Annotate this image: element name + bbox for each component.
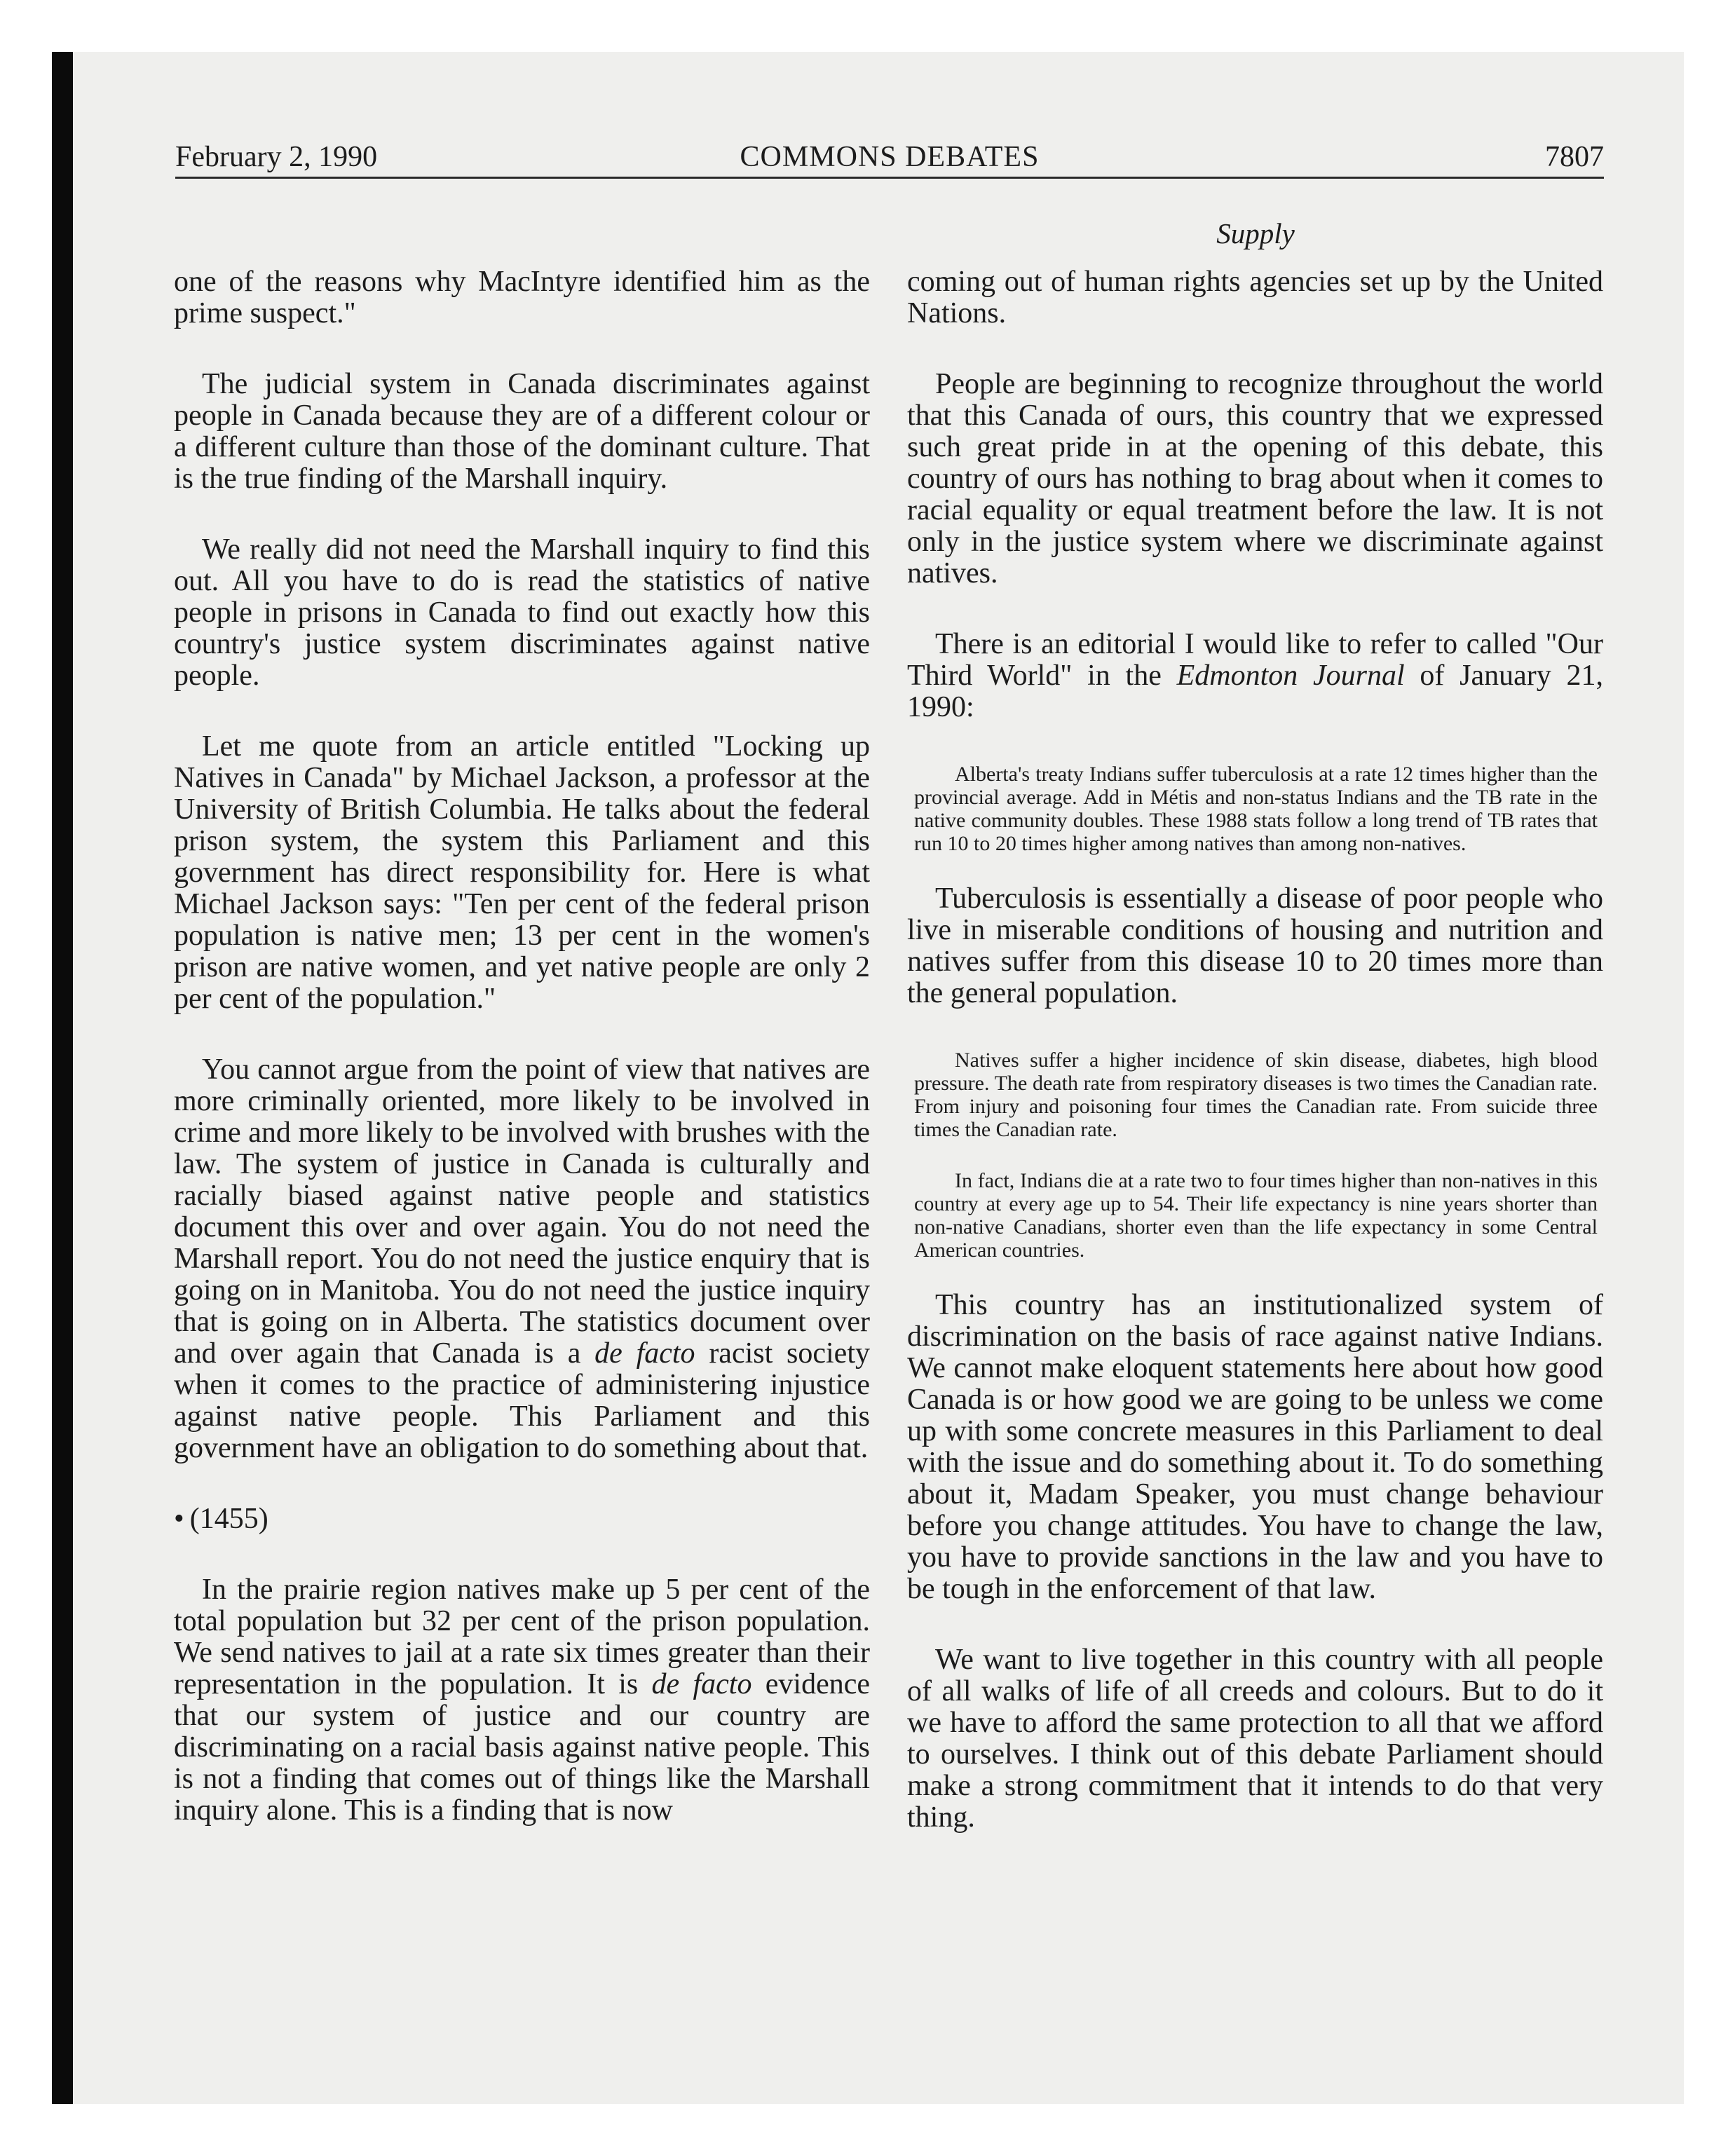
italic-phrase: de facto — [594, 1337, 695, 1370]
body-paragraph: People are beginning to recognize throughout the world that this Canada of ours, this country that we expressed such great pride in at the opening of this debate, this country of ours has nothing to brag about when it comes to racial equality or equal treatment before the law. It is not only in the justice system where we discriminate against natives. — [907, 368, 1603, 589]
right-column — [907, 266, 1603, 1873]
paragraph-text: You cannot argue from the point of view that natives are more criminally oriented, more likely to be involved in crime and more likely to be involved with brushes with the law. The system of justice in Canada is culturally and racially biased against native people and statistics document this over and over again. You do not need the Marshall report. You do not need the justice enquiry that is going on in Manitoba. You do not need the justice inquiry that is going on in Alberta. The statistics document over and over again that Canada is a — [174, 1053, 870, 1370]
body-paragraph: one of the reasons why MacIntyre identified him as the prime suspect." — [174, 266, 870, 329]
body-paragraph: We really did not need the Marshall inquiry to find this out. All you have to do is read the statistics of native people in prisons in Canada to find out exactly how this country's justice system discriminates against native people. — [174, 533, 870, 692]
left-column — [174, 266, 870, 1866]
scan-binding-edge — [52, 52, 73, 2104]
quoted-excerpt: Natives suffer a higher incidence of skin disease, diabetes, high blood pressure. The death rate from respiratory diseases is two times the Canadian rate. From injury and poisoning four times the Canadian rate. From suicide three times the Canadian rate. — [914, 1049, 1598, 1141]
paragraph-text: In the prairie region natives make up 5 per cent of the total population but 32 per cent of the prison population. We send natives to jail at a rate six times greater than their representation in the population. It is — [174, 1574, 870, 1700]
body-paragraph: This country has an institutionalized system of discrimination on the basis of race against native Indians. We cannot make eloquent statements here about how good Canada is or how good we are going to be unless we come up with some concrete measures in this Parliament to deal with the issue and do something about it. To do something about it, Madam Speaker, you must change behaviour before you change attitudes. You have to change the law, you have to provide sanctions in the law and you have to be tough in the enforcement of that law. — [907, 1289, 1603, 1605]
italic-phrase: de facto — [651, 1668, 752, 1700]
italic-phrase: Edmonton Journal — [1176, 660, 1405, 692]
body-paragraph: We want to live together in this country with all people of all walks of life of all creeds and colours. But to do it we have to afford the same protection to all that we afford to ourselves. I think out of this debate Parliament should make a strong commitment that it intends to do that very thing. — [907, 1644, 1603, 1834]
header-date: February 2, 1990 — [175, 141, 378, 173]
publication-title: COMMONS DEBATES — [740, 141, 1040, 173]
section-heading: Supply — [1216, 217, 1295, 250]
body-paragraph — [174, 1574, 870, 1827]
body-paragraph: Tuberculosis is essentially a disease of poor people who live in miserable conditions of housing and nutrition and natives suffer from this disease 10 to 20 times more than the general population. — [907, 882, 1603, 1009]
paragraph-text: evidence that our system of justice and our country are discriminating on a racial basis against native people. This is not a finding that comes out of things like the Marshall inquiry alone. This is a finding that is now — [174, 1668, 870, 1827]
quoted-excerpt: Alberta's treaty Indians suffer tuberculosis at a rate 12 times higher than the provincial average. Add in Métis and non-status Indians and the TB rate in the native community doubles. These 1988 stats follow a long trend of TB rates that run 10 to 20 times higher among natives than among non-natives. — [914, 763, 1598, 855]
body-paragraph — [174, 1054, 870, 1464]
time-marker-text: (1455) — [189, 1503, 268, 1535]
body-paragraph: Let me quote from an article entitled "Locking up Natives in Canada" by Michael Jackson, a professor at the University of British Columbia. He talks about the federal prison system, the system this Parliament and this government has direct responsibility for. Here is what Michael Jackson says: "Ten per cent of the federal prison population is native men; 13 per cent in the women's prison are native women, and yet native people are only 2 per cent of the population." — [174, 730, 870, 1015]
bullet-icon: • — [174, 1503, 184, 1535]
quoted-excerpt: In fact, Indians die at a rate two to four times higher than non-natives in this country at every age up to 54. Their life expectancy is nine years shorter than non-native Canadians, shorter even than the life expectancy in some Central American countries. — [914, 1169, 1598, 1262]
paragraph-text: of January 21, 1990: — [907, 660, 1603, 723]
header-rule — [175, 177, 1604, 179]
paragraph-text: racist society when it comes to the practice of administering injustice against native people. This Parliament and this government have an obligation to do something about that. — [174, 1337, 870, 1464]
page-number: 7807 — [1545, 141, 1604, 173]
paragraph-text: There is an editorial I would like to refer to called "Our Third World" in the — [907, 628, 1603, 692]
time-marker — [174, 1503, 870, 1535]
body-paragraph — [907, 629, 1603, 723]
running-header — [175, 136, 1604, 178]
body-paragraph: coming out of human rights agencies set up by the United Nations. — [907, 266, 1603, 329]
body-paragraph: The judicial system in Canada discriminates against people in Canada because they are of a different colour or a different culture than those of the dominant culture. That is the true finding of the Marshall inquiry. — [174, 368, 870, 495]
